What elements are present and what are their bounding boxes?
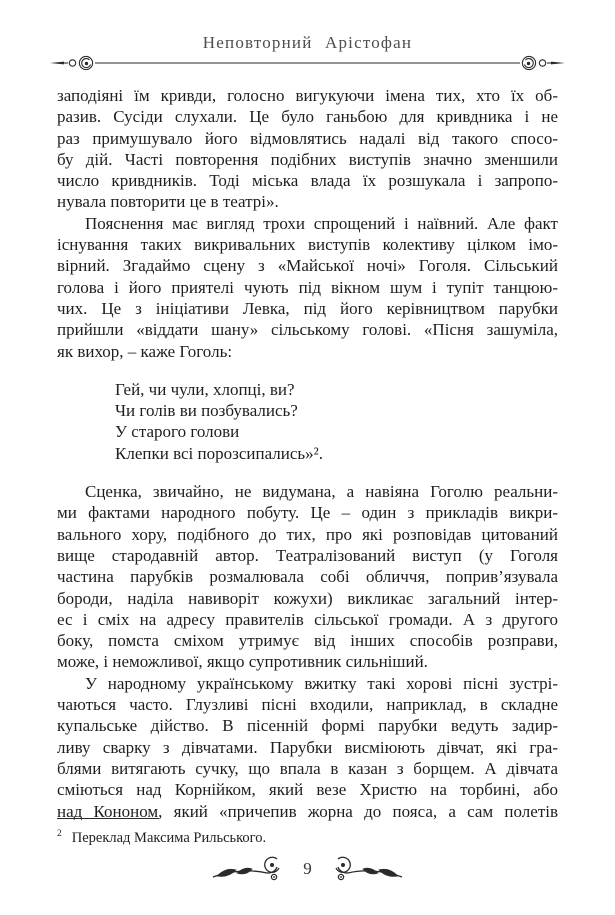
text-line: як вихор, – каже Гоголь: [57, 341, 233, 361]
page-number: 9 [303, 859, 312, 878]
text-line: чих. Це з ініціативи Левка, під його керівництвом парубки [57, 298, 558, 318]
paragraph [57, 481, 558, 673]
footer-fleuron-left-icon [211, 856, 285, 882]
paragraph [57, 673, 558, 822]
footnote-marker: 2 [57, 829, 62, 839]
text-line: купальське дійство. В пісенній формі парубки ведуть задир- [57, 716, 558, 736]
text-line: раз примушувало його відмовлятись надалі від такого спосо- [57, 128, 558, 148]
paragraph [57, 213, 558, 362]
text-line: разив. Сусіди слухали. Це було ганьбою для кривдника і не [57, 107, 558, 127]
text-line: У народному українському вжитку такі хорові пісні зустрі- [85, 673, 558, 693]
text-line: голова і його приятелі чують під вікном шум і тупіт танцюю- [57, 277, 558, 297]
text-line: ес і сміх на адресу правителів сільської громади. А з другого [57, 609, 558, 629]
text-line: над Кононом, який «причепив жорна до пояса, а сам полетів [57, 801, 558, 821]
footnote [57, 825, 558, 847]
text-line: бу дій. Часті повторення подібних виступів значно зменшили [57, 149, 558, 169]
footnote-separator [57, 818, 159, 819]
text-line: Гей, чи чули, хлопці, ви? [115, 379, 295, 399]
text-line: число кривдників. Тоді міська влада їх розшукала і запропо- [57, 171, 558, 191]
paragraph [57, 85, 558, 213]
header-rule-ornament [48, 51, 567, 75]
text-line: Клепки всі порозсипались»². [115, 443, 323, 463]
footnote-text: Переклад Максима Рильського. [71, 829, 267, 846]
text-line: вального хору, подібного до тих, про які розповідав цитований [57, 524, 558, 544]
text-line: бороди, наділа навиворіт кожухи) викликає загальний інтер- [57, 588, 558, 608]
text-line: частина парубків розмалювала собі обличчя, поприв’язувала [57, 567, 558, 587]
running-head [0, 0, 615, 82]
text-line: вище стародавній автор. Театралізований виступ (у Гоголя [57, 545, 558, 565]
page-footer [0, 856, 615, 882]
text-line: сміються над Корнійком, який везе Христю на торбині, або [57, 780, 558, 800]
text-line: Чи голів ви позбувались? [115, 401, 298, 421]
text-block [57, 85, 558, 822]
text-line: Пояснення має вигляд трохи спрощений і наївний. Але факт [85, 213, 558, 233]
text-line: блями витягають сучку, що впала в казан з борщем. А дівчата [57, 758, 558, 778]
text-line: ми фактами народного побуту. Це – один з прикладів викри- [57, 503, 558, 523]
text-line: може, і неможливої, якщо супротивник сильніший. [57, 652, 428, 672]
text-line: існування таких викривальних виступів колективу цілком імо- [57, 235, 558, 255]
text-line: вірний. Згадаймо сцену з «Майської ночі» Гоголя. Сільський [57, 256, 558, 276]
text-line: заподіяні їм кривди, голосно вигукуючи імена тих, хто їх об- [57, 86, 558, 105]
text-line: чаються часто. Глузливі пісні входили, наприклад, в складне [57, 695, 558, 715]
text-line: боку, помста сміхом утримує від інших способів розправи, [57, 631, 558, 651]
footnote-block [57, 818, 558, 847]
text-line: нувала повторити це в театрі». [57, 192, 279, 212]
verse-block [115, 379, 558, 464]
text-line: ливу сварку з дівчатами. Парубки висміюють дівчат, які гра- [57, 737, 558, 757]
footer-fleuron-right-icon [330, 856, 404, 882]
text-line: прийшли «віддати шану» сільському голові. «Пісня зашуміла, [57, 320, 558, 340]
running-title: Неповторний Арістофан [202, 33, 413, 52]
text-line: Сценка, звичайно, не видумана, а навіяна Гоголю реальни- [85, 482, 558, 502]
text-line: У старого голови [115, 422, 240, 442]
